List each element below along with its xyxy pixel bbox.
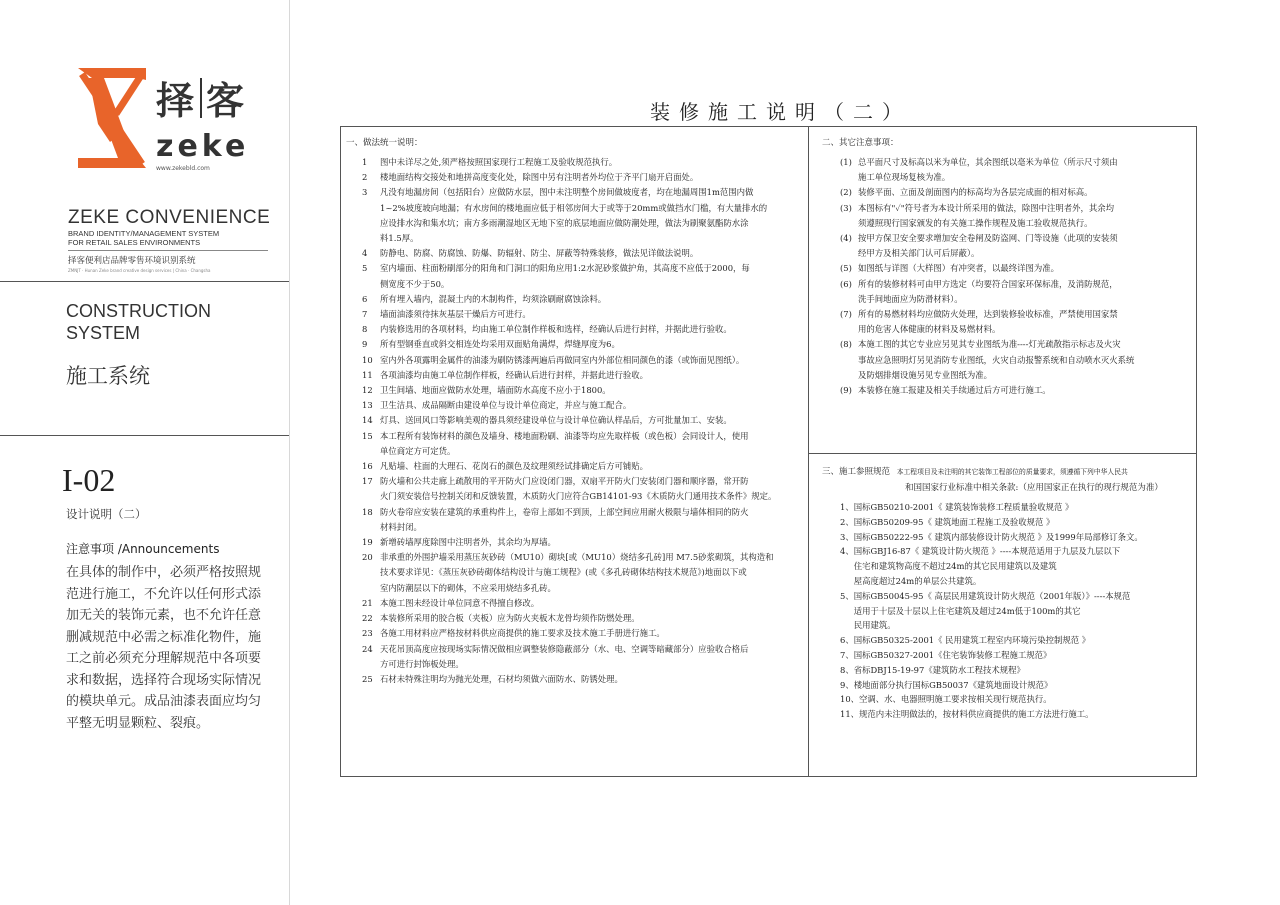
list-item	[840, 261, 1190, 276]
list-item	[840, 633, 1190, 648]
item-text: 防静电、防腐、防腐蚀、防爆、防辐射、防尘、屏蔽等特殊装修，做法见详做法说明。	[380, 248, 699, 259]
standards-heading-line2: 和国国家行业标准中相关条款:（应用国家正在执行的现行规范为准）	[905, 483, 1163, 493]
item-number: 24	[362, 643, 373, 654]
item-text: 本施工图未经设计单位同意不得擅自修改。	[380, 597, 540, 608]
item-text: 新增砖墙厚度除图中注明者外，其余均为厚墙。	[380, 537, 556, 548]
right-heading: 二、其它注意事项：	[822, 138, 899, 148]
item-text: 凡贴墙、柱面的大理石、花岗石的颜色及纹理须经试排确定后方可铺贴。	[380, 461, 648, 472]
list-item	[840, 155, 1190, 185]
list-item	[840, 707, 1190, 722]
list-item	[840, 678, 1190, 693]
item-text: 空调、水、电器照明施工要求按相关现行规范执行。	[859, 694, 1052, 705]
list-item	[362, 596, 800, 611]
brand-credit: ZMNJT · Hunan Zeke brand creative design services | China · Changsha	[68, 268, 211, 273]
zeke-logo	[76, 64, 266, 174]
list-item	[362, 398, 800, 413]
item-number: 13	[362, 400, 373, 411]
list-item	[362, 474, 800, 504]
section-title-line1: CONSTRUCTION	[66, 301, 211, 321]
list-item	[840, 515, 1190, 530]
list-item	[840, 383, 1190, 398]
item-number: 4、	[840, 546, 854, 557]
brand-name: ZEKE CONVENIENCE	[68, 207, 271, 228]
item-number: 19	[362, 537, 373, 548]
list-item	[840, 648, 1190, 663]
item-number: (2)	[840, 187, 852, 198]
item-number: (3)	[840, 202, 852, 213]
brand-divider	[68, 250, 268, 251]
column-divider	[808, 126, 809, 777]
standards-list	[840, 500, 1190, 722]
item-text: 各项油漆均由施工单位制作样板，经确认后进行封样，并据此进行验收。	[380, 369, 648, 380]
standards-heading-note: 本工程项目及未注明的其它装饰工程部位的质量要求，须遵循下列中华人民共	[896, 468, 1128, 476]
item-text: 楼地面部分执行国标GB50037《建筑地面设计规范》	[853, 679, 1053, 690]
section-title	[66, 300, 211, 344]
item-text: 国标GBJ16-87《 建筑设计防火规范 》----本规范适用于九层及九层以下 住宅和建筑物高度不超过24m的其它民用建筑以及建筑 屋高度超过24m的单层公共建筑。	[853, 546, 1121, 586]
svg-text:zeke: zeke	[156, 129, 250, 164]
item-number: 25	[362, 673, 373, 684]
sidebar	[0, 0, 290, 905]
item-number: 2	[362, 172, 368, 183]
list-item	[840, 692, 1190, 707]
item-number: (5)	[840, 263, 852, 274]
list-item	[362, 459, 800, 474]
item-text: 图中未详尽之处,须严格按照国家现行工程施工及验收规范执行。	[380, 157, 618, 167]
list-item	[362, 413, 800, 428]
item-text: 室内外各项露明金属件的油漆为刷防锈漆两遍后再做同室内外部位相同颜色的漆（或饰面见图纸）。	[380, 354, 745, 365]
item-text: 灯具、送回风口等影响美观的器具须经建设单位与设计单位确认样品后，方可批量加工、安装。	[380, 415, 732, 426]
item-number: 23	[362, 628, 373, 639]
item-text: 凡没有地漏房间（包括阳台）应做防水层，图中未注明整个房间做坡度者，均在地漏周围1m范围内做 1~2%坡度坡向地漏；有水房间的楼地面应低于相邻房间大于或等于20mm或做挡水门槛，有大量排水的 应设排水沟和集水坑；南方多雨潮湿地区无地下室的底层地面应做防潮处理，做法为刷聚氨酯防水涂 料1.5厚。	[380, 187, 768, 244]
list-item	[362, 353, 800, 368]
list-item	[362, 429, 800, 459]
item-number: 20	[362, 552, 373, 563]
item-text: 本施工图的其它专业应另见其专业图纸为准----灯光疏散指示标志及火灾 事故应急照明灯另见消防专业图纸，火灾自动报警系统和自动喷水灭火系统 及防烟排烟设施另见专业图纸为准。	[858, 339, 1135, 380]
item-number: 2、	[840, 516, 854, 527]
brand-name-cn: 择客便利店品牌零售环境识别系统	[68, 256, 196, 266]
item-number: 3	[362, 187, 368, 198]
item-number: 14	[362, 415, 373, 426]
item-text: 总平面尺寸及标高以米为单位，其余图纸以毫米为单位（所示尺寸须由 施工单位现场复核为准。	[858, 157, 1118, 183]
item-number: 10	[362, 354, 373, 365]
item-number: 21	[362, 597, 373, 608]
list-item	[362, 611, 800, 626]
item-text: 非承重的外围护墙采用蒸压灰砂砖（MU10）砌块[或（MU10）烧结多孔砖]用 M7.5砂浆砌筑，其构造和 技术要求详见：《蒸压灰砂砖砌体结构设计与施工规程》(或《多孔砖砌体结构技术规范》)地面以下或 室内防潮层以下的砌体，不应采用烧结多孔砖。	[380, 552, 774, 593]
list-item	[362, 626, 800, 641]
list-item	[362, 246, 800, 261]
list-item	[840, 307, 1190, 337]
list-item	[840, 500, 1190, 515]
item-text: 所有的易燃材料均应做防火处理，达到装修验收标准，严禁使用国家禁 用的危害人体健康的材料及易燃材料。	[858, 309, 1118, 335]
item-text: 国标GB50325-2001《 民用建筑工程室内环境污染控制规范 》	[853, 635, 1091, 646]
svg-text:客: 客	[206, 79, 245, 123]
item-text: 如图纸与详图（大样图）有冲突者，以最终详图为准。	[858, 263, 1059, 274]
brand-block	[68, 207, 278, 273]
brand-subtitle-1: BRAND IDENTITY/MANAGEMENT SYSTEM	[68, 229, 220, 238]
item-number: 5、	[840, 590, 854, 601]
item-text: 本装修在施工报建及相关手续通过后方可进行施工。	[858, 385, 1051, 396]
item-text: 国标GB50045-95《 高层民用建筑设计防火规范（2001年版）》----本规范 适用于十层及十层以上住宅建筑及超过24m低于100m的其它 民用建筑。	[853, 590, 1131, 631]
list-item	[362, 322, 800, 337]
item-text: 国标GB50209-95《 建筑地面工程施工及验收规范 》	[853, 516, 1055, 527]
item-number: 8、	[840, 664, 854, 675]
item-number: 1	[362, 157, 368, 167]
item-text: 防火墙和公共走廊上疏散用的平开防火门应设闭门器，双扇平开防火门安装闭门器和顺序器，常开防 火门须安装信号控制关闭和反馈装置，木质防火门应符合GB14101-93《木质防火门通用技术条件》规定。	[380, 476, 777, 502]
item-number: 10、	[840, 694, 860, 705]
item-text: 本装修所采用的胶合板（夹板）应为防火夹板木龙骨均须作防燃处理。	[380, 613, 640, 624]
item-text: 所有型钢垂直或斜交相连处均采用双面贴角满焊，焊缝厚度为6。	[380, 339, 620, 350]
notice-body: 在具体的制作中，必须严格按照规范进行施工，不允许以任何形式添加无关的装饰元素，也不允许任意删减规范中必需之标准化物件，施工之前必须充分理解规范中各项要求和数据，选择符合现场实际情况的模块单元。成品油漆表面应均匀平整无明显颗粒、裂痕。	[66, 565, 262, 731]
left-item-list	[362, 155, 800, 687]
divider-top	[0, 281, 289, 282]
item-number: 7、	[840, 649, 854, 660]
page-subtitle: 设计说明（二）	[66, 507, 147, 521]
item-number: 9	[362, 339, 368, 350]
list-item	[362, 550, 800, 596]
item-text: 石材未特殊注明均为抛光处理，石材均须做六面防水、防锈处理。	[380, 673, 623, 684]
list-item	[840, 530, 1190, 545]
item-text: 省标DBJ15-19-97《建筑防水工程技术规程》	[853, 664, 1025, 675]
page-code: I-02	[62, 462, 116, 498]
item-number: 6、	[840, 635, 854, 646]
item-number: 17	[362, 476, 373, 487]
list-item	[362, 368, 800, 383]
list-item	[362, 505, 800, 535]
item-text: 规范内未注明做法的，按材料供应商提供的施工方法进行施工。	[859, 709, 1094, 720]
list-item	[362, 292, 800, 307]
list-item	[362, 261, 800, 291]
item-number: 3、	[840, 531, 854, 542]
item-number: 12	[362, 385, 373, 396]
item-text: 楼地面结构交接处和地拼高度变化处，除图中另有注明者外均位于齐平门扇开启面处。	[380, 172, 699, 183]
item-number: 7	[362, 309, 368, 320]
item-number: 5	[362, 263, 368, 274]
item-number: 9、	[840, 679, 854, 690]
svg-text:择: 择	[156, 79, 195, 123]
item-text: 本工程所有装饰材料的颜色及墙身、楼地面粉刷、油漆等均应先取样板（或色板）会同设计人，使用 单位商定方可定货。	[380, 430, 749, 456]
item-number: 22	[362, 613, 373, 624]
divider-bottom	[0, 435, 289, 436]
list-item	[362, 185, 800, 246]
item-number: 8	[362, 324, 368, 335]
item-text: 各施工用材料应严格按材料供应商提供的施工要求及技术施工手册进行施工。	[380, 628, 665, 639]
item-text: 国标GB50222-95《 建筑内部装修设计防火规范 》及1999年局部修订条文。	[853, 531, 1143, 542]
item-number: 1、	[840, 502, 854, 512]
list-item	[840, 231, 1190, 261]
document-title: 装修施工说明（二）	[650, 100, 911, 124]
item-number: 11	[362, 369, 373, 380]
item-text: 卫生间墙、地面应做防水处理，墙面防水高度不应小于1800。	[380, 385, 611, 396]
brand-subtitle-2: FOR RETAIL SALES ENVIRONMENTS	[68, 238, 201, 247]
list-item	[362, 383, 800, 398]
svg-text:www.zekebld.com: www.zekebld.com	[156, 165, 210, 172]
item-number: 6	[362, 293, 368, 304]
list-item	[840, 201, 1190, 231]
list-item	[840, 663, 1190, 678]
item-text: 卫生洁具、成品隔断由建设单位与设计单位商定，并应与施工配合。	[380, 400, 632, 411]
item-text: 装修平面、立面及剖面图内的标高均为各层完成面的相对标高。	[858, 187, 1093, 198]
left-heading: 一、做法统一说明：	[346, 138, 423, 148]
item-text: 国标GB50327-2001《住宅装饰装修工程施工规范》	[853, 649, 1052, 660]
list-item	[840, 337, 1190, 383]
list-item	[840, 589, 1190, 633]
list-item	[362, 337, 800, 352]
item-text: 所有的装修材料可由甲方选定（均要符合国家环保标准，及消防规范， 洗手间地面应为防滑材料）。	[858, 278, 1118, 304]
item-text: 按甲方保卫安全要求增加安全卷闸及防盗网、门等设施（此项的安装须 经甲方及相关部门认可后屏蔽）。	[858, 233, 1118, 259]
section-title-line2: SYSTEM	[66, 323, 141, 343]
item-number: 18	[362, 506, 373, 517]
list-item	[840, 277, 1190, 307]
item-text: 国标GB50210-2001《 建筑装饰装修工程质量验收规范 》	[853, 502, 1074, 512]
item-text: 所有埋入墙内，混凝土内的木制构件，均须涂刷耐腐蚀涂料。	[380, 293, 607, 304]
right-row-divider	[808, 453, 1197, 454]
item-number: 11、	[840, 709, 860, 720]
standards-heading	[822, 465, 1192, 477]
list-item	[362, 672, 800, 687]
item-text: 本图标有"✓"符号者为本设计所采用的做法，除图中注明者外，其余均 须遵照现行国家颁发的有关施工操作规程及施工验收规范执行。	[858, 202, 1114, 228]
section-title-cn: 施工系统	[66, 364, 150, 388]
list-item	[362, 642, 800, 672]
item-number: (7)	[840, 309, 852, 320]
item-text: 天花吊顶高度应按现场实际情况做相应调整装修隐蔽部分（水、电、空调等暗藏部分）应验收合格后 方可进行封饰板处理。	[380, 643, 749, 669]
list-item	[840, 544, 1190, 588]
list-item	[362, 155, 800, 170]
standards-heading-title: 三、施工参照规范	[822, 467, 891, 477]
item-number: 15	[362, 430, 373, 441]
item-text: 室内墙面、柱面粉刷部分的阳角和门洞口的阳角应用1:2水泥砂浆做护角，其高度不应低于2000，每 侧宽度不少于50。	[380, 263, 750, 289]
item-number: (6)	[840, 278, 852, 289]
item-number: (9)	[840, 385, 852, 396]
list-item	[840, 185, 1190, 200]
list-item	[362, 535, 800, 550]
item-number: 4	[362, 248, 368, 259]
notice-title: 注意事项 /Announcements	[66, 542, 220, 556]
item-number: (4)	[840, 233, 852, 244]
list-item	[362, 170, 800, 185]
item-number: (1)	[840, 157, 852, 167]
item-text: 墙面油漆须待抹灰基层干燥后方可进行。	[380, 309, 531, 320]
item-number: (8)	[840, 339, 852, 350]
item-text: 防火卷帘应安装在建筑的承重构件上，卷帘上部如不到顶，上部空间应用耐火极限与墙体相同的防火 材料封闭。	[380, 506, 749, 532]
list-item	[362, 307, 800, 322]
item-text: 内装修选用的各项材料，均由施工单位制作样板和选样，经确认后进行封样，并据此进行验收。	[380, 324, 732, 335]
right-item-list	[840, 155, 1190, 398]
item-number: 16	[362, 461, 373, 472]
